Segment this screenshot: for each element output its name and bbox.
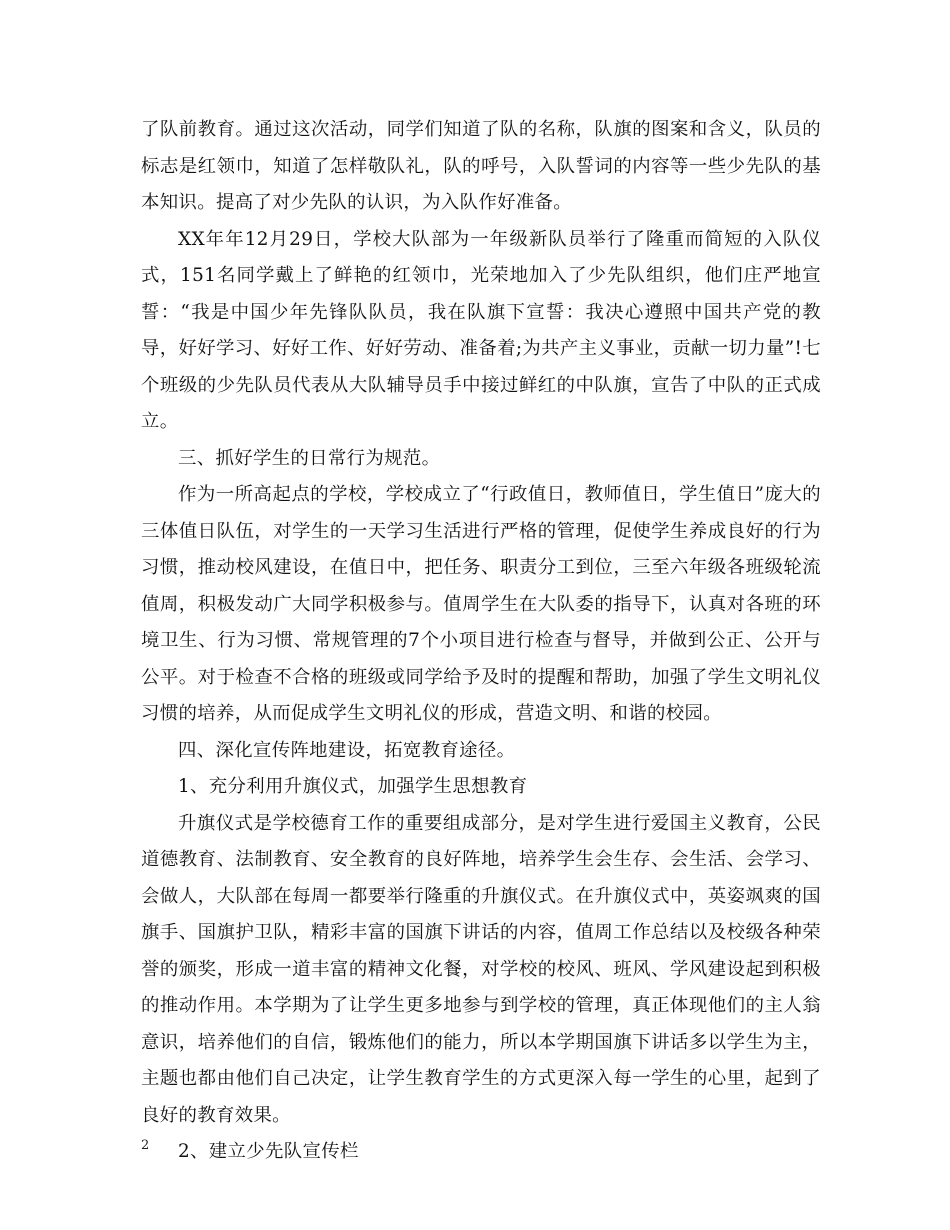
section-heading-4: 四、深化宣传阵地建设，拓宽教育途径。 <box>178 739 516 761</box>
section-heading-3: 三、抓好学生的日常行为规范。 <box>178 447 441 469</box>
paragraph-2: XX年年12月29日，学校大队部为一年级新队员举行了隆重而简短的入队仪式，151名同学戴上了鲜艳的红领巾，光荣地加入了少先队组织，他们庄严地宣誓：“我是中国少年先锋队队员，我在队旗下宣誓：我决心遵照中国共产党的教导，好好学习、好好工作、好好劳动、准备着;为共产主义事业，贡献一切力量”!七个班级的少先队员代表从大队辅导员手中接过鲜红的中队旗，宣告了中队的正式成立。 <box>141 228 821 432</box>
subheading-2: 2、建立少先队宣传栏 <box>178 1141 359 1162</box>
paragraph-1: 了队前教育。通过这次活动，同学们知道了队的名称，队旗的图案和含义，队员的标志是红领巾，知道了怎样敬队礼，队的呼号，入队誓词的内容等一些少先队的基本知识。提高了对少先队的认识，为入队作好准备。 <box>141 119 821 213</box>
page-number: 2 <box>141 1138 150 1153</box>
subheading-1: 1、充分利用升旗仪式，加强学生思想教育 <box>178 776 528 797</box>
paragraph-4: 作为一所高起点的学校，学校成立了“行政值日，教师值日，学生值日”庞大的三体值日队伍，对学生的一天学习生活进行严格的管理，促使学生养成良好的行为习惯，推动校风建设，在值日中，把任务、职责分工到位，三至六年级各班级轮流值周，积极发动广大同学积极参与。值周学生在大队委的指导下，认真对各班的环境卫生、行为习惯、常规管理的7个小项目进行检查与督导，并做到公正、公开与公平。对于检查不合格的班级或同学给予及时的提醒和帮助，加强了学生文明礼仪习惯的培养，从而促成学生文明礼仪的形成，营造文明、和谐的校园。 <box>141 484 821 724</box>
document-body <box>141 112 821 1171</box>
paragraph-7: 升旗仪式是学校德育工作的重要组成部分，是对学生进行爱国主义教育，公民道德教育、法制教育、安全教育的良好阵地，培养学生会生存、会生活、会学习、会做人，大队部在每周一都要举行隆重的升旗仪式。在升旗仪式中，英姿飒爽的国旗手、国旗护卫队，精彩丰富的国旗下讲话的内容，值周工作总结以及校级各种荣誉的颁奖，形成一道丰富的精神文化餐，对学校的校风、班风、学风建设起到积极的推动作用。本学期为了让学生更多地参与到学校的管理，真正体现他们的主人翁意识，培养他们的自信，锻炼他们的能力，所以本学期国旗下讲话多以学生为主，主题也都由他们自己决定，让学生教育学生的方式更深入每一学生的心里，起到了良好的教育效果。 <box>141 812 821 1126</box>
